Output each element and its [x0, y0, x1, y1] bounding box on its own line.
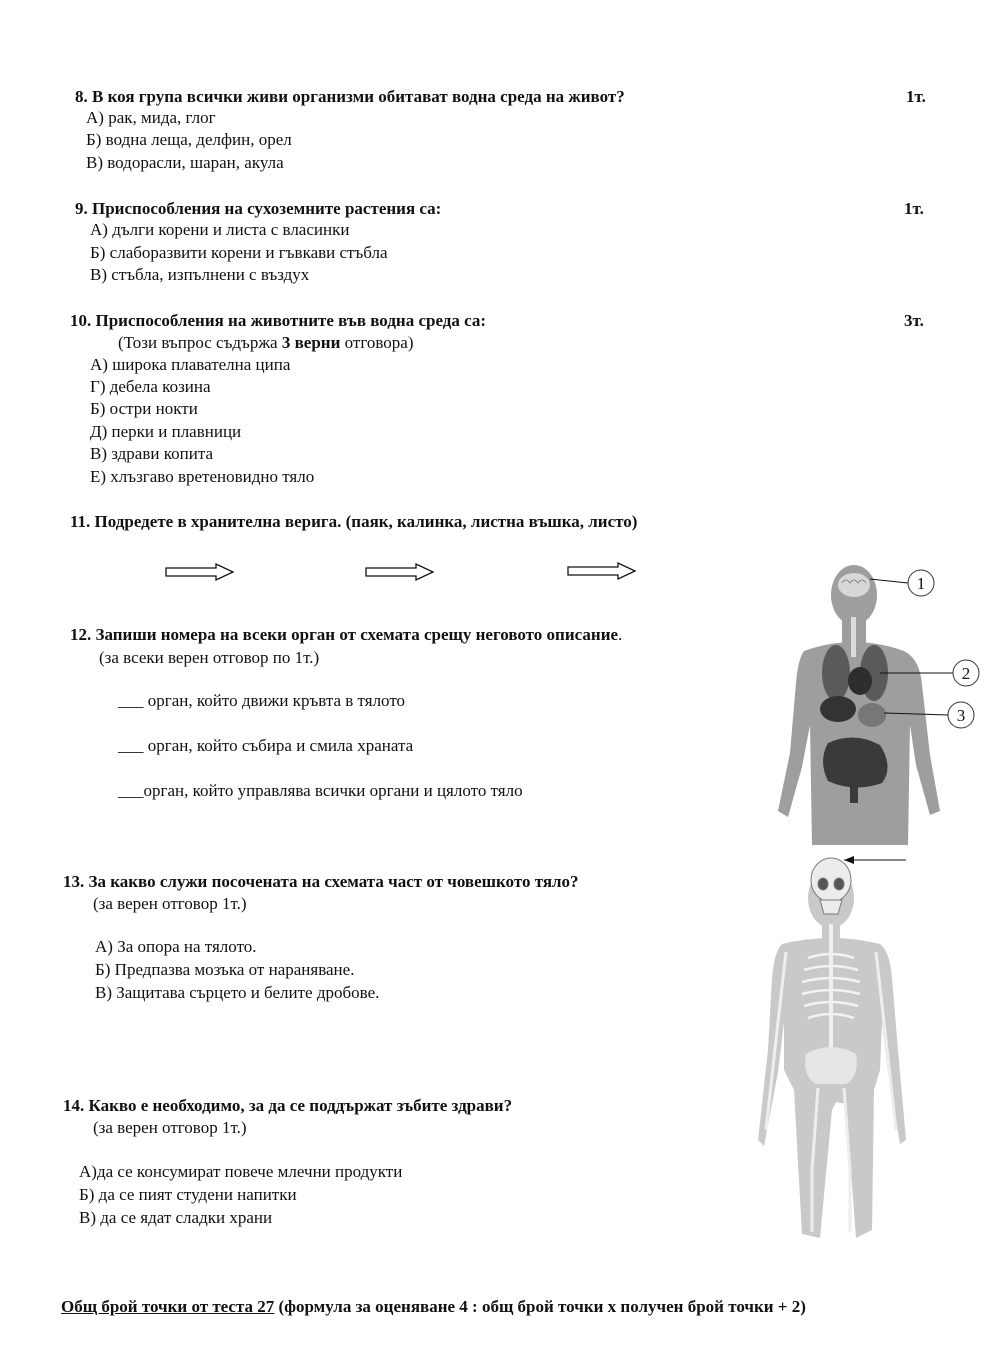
q12-title: 12. Запиши номера на всеки орган от схемата срещу неговото описание.	[70, 625, 623, 644]
heart-icon	[848, 667, 872, 695]
q12-item-heart[interactable]: ___ орган, който движи кръвта в тялото	[118, 691, 406, 710]
q14-option-a[interactable]: А)да се консумират повече млечни продукти	[79, 1162, 403, 1181]
skull-pointer-arrowhead	[844, 856, 854, 864]
q8-option-b[interactable]: Б) водна леща, делфин, орел	[86, 130, 292, 149]
q10-points: 3т.	[904, 311, 924, 330]
q12-note: (за всеки верен отговор по 1т.)	[99, 648, 320, 667]
q10-option-a[interactable]: А) широка плавателна ципа	[90, 355, 291, 374]
q10-option-b[interactable]: Б) остри нокти	[90, 399, 198, 418]
q9-title: 9. Приспособления на сухоземните растения са:	[75, 199, 442, 218]
scoring-footer: Общ брой точки от теста 27 (формула за оценяване 4 : общ брой точки х получен брой точки + 2)	[61, 1297, 806, 1316]
q14-note: (за верен отговор 1т.)	[93, 1118, 247, 1137]
q8-option-a[interactable]: А) рак, мида, глог	[86, 108, 216, 127]
stomach-icon	[858, 703, 886, 727]
q14-option-b[interactable]: Б) да се пият студени напитки	[79, 1185, 297, 1204]
body-silhouette	[778, 565, 940, 845]
brain-icon	[838, 573, 870, 597]
trachea	[851, 617, 856, 657]
q8-option-c[interactable]: В) водорасли, шаран, акула	[86, 153, 284, 172]
label-3: 3	[956, 706, 966, 725]
q10-option-v[interactable]: В) здрави копита	[90, 444, 214, 463]
q9-option-a[interactable]: А) дълги корени и листа с власинки	[90, 220, 350, 239]
q14-title: 14. Какво е необходимо, за да се поддържат зъбите здрави?	[63, 1096, 513, 1115]
q13-note: (за верен отговор 1т.)	[93, 894, 247, 913]
pelvis-icon	[805, 1047, 857, 1084]
label-2: 2	[961, 664, 971, 683]
food-chain-arrow-3	[566, 561, 638, 581]
rectum	[850, 783, 858, 803]
food-chain-arrow-1	[164, 562, 236, 582]
label-1: 1	[916, 574, 926, 593]
liver-icon	[820, 696, 856, 722]
q13-option-c[interactable]: В) Защитава сърцето и белите дробове.	[95, 983, 380, 1002]
q10-option-g[interactable]: Г) дебела козина	[90, 377, 211, 396]
skeleton-diagram	[756, 840, 916, 1254]
q9-option-c[interactable]: В) стъбла, изпълнени с въздух	[90, 265, 310, 284]
organs-diagram	[770, 555, 990, 845]
q10-option-d[interactable]: Д) перки и плавници	[90, 422, 242, 441]
q12-item-stomach[interactable]: ___ орган, който събира и смила храната	[118, 736, 414, 755]
q13-title: 13. За какво служи посочената на схемата част от човешкото тяло?	[63, 872, 579, 891]
q9-option-b[interactable]: Б) слаборазвити корени и гъвкави стъбла	[90, 243, 388, 262]
q13-option-a[interactable]: А) За опора на тялото.	[95, 937, 257, 956]
q10-title: 10. Приспособления на животните във водна среда са:	[70, 311, 487, 330]
intestines-icon	[823, 737, 888, 787]
q10-note: (Този въпрос съдържа 3 верни отговора)	[118, 333, 414, 352]
label-1-line	[870, 579, 908, 583]
food-chain-arrow-2	[364, 562, 436, 582]
q8-title: 8. В коя група всички живи организми обитават водна среда на живот?	[75, 87, 625, 106]
q14-option-c[interactable]: В) да се ядат сладки храни	[79, 1208, 273, 1227]
q10-option-e[interactable]: Е) хлъзгаво вретеновидно тяло	[90, 467, 315, 486]
q11-title: 11. Подредете в хранителна верига. (паяк, калинка, листна въшка, листо)	[70, 512, 638, 531]
q9-points: 1т.	[904, 199, 924, 218]
q8-points: 1т.	[906, 87, 926, 106]
q13-option-b[interactable]: Б) Предпазва мозъка от нараняване.	[95, 960, 355, 979]
q12-item-brain[interactable]: ___орган, който управлява всички органи и цялото тяло	[118, 781, 523, 800]
